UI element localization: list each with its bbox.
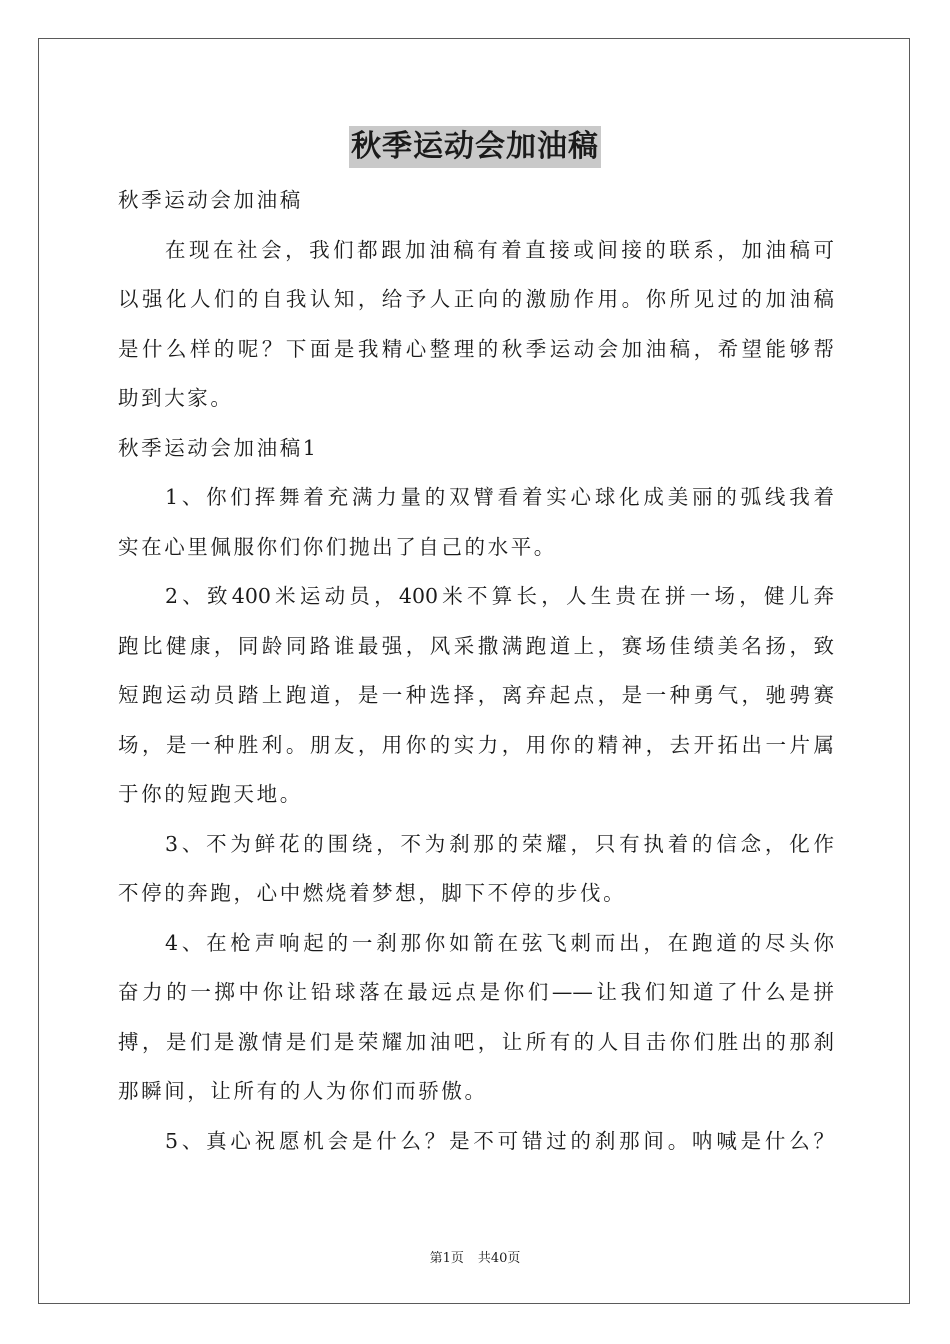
paragraph-line: 5、真心祝愿机会是什么？是不可错过的刹那间。呐喊是什么？: [165, 1128, 834, 1153]
paragraph-line: 3、不为鲜花的围绕，不为刹那的荣耀，只有执着的信念，化作: [165, 831, 834, 856]
paragraph-line: 以强化人们的自我认知，给予人正向的激励作用。你所见过的加油稿: [118, 287, 834, 311]
document-body: [118, 176, 834, 1166]
paragraph-line: 不停的奔跑，心中燃烧着梦想，脚下不停的步伐。: [118, 881, 627, 905]
paragraph-line: 助到大家。: [118, 386, 234, 410]
paragraph-line: 奋力的一掷中你让铅球落在最远点是你们——让我们知道了什么是拼: [118, 980, 834, 1004]
paragraph-line: 2、致400米运动员，400米不算长，人生贵在拼一场，健儿奔: [165, 584, 834, 608]
paragraph-line: 那瞬间，让所有的人为你们而骄傲。: [118, 1079, 488, 1103]
paragraph-line: 于你的短跑天地。: [118, 782, 303, 806]
paragraph-line: 在现在社会，我们都跟加油稿有着直接或间接的联系，加油稿可: [165, 237, 834, 262]
section-heading: 秋季运动会加油稿1: [118, 435, 319, 460]
paragraph-line: 短跑运动员踏上跑道，是一种选择，离弃起点，是一种勇气，驰骋赛: [118, 683, 834, 707]
paragraph-line: 4、在枪声响起的一刹那你如箭在弦飞刺而出，在跑道的尽头你: [165, 930, 834, 955]
paragraph-line: 场，是一种胜利。朋友，用你的实力，用你的精神，去开拓出一片属: [118, 732, 834, 757]
paragraph-line: 实在心里佩服你们你们抛出了自己的水平。: [118, 534, 557, 559]
document-title: 秋季运动会加油稿: [349, 126, 601, 168]
page-footer: [0, 1247, 950, 1266]
paragraph-line: 是什么样的呢？下面是我精心整理的秋季运动会加油稿，希望能够帮: [118, 336, 834, 361]
subtitle-line: 秋季运动会加油稿: [118, 188, 303, 212]
paragraph-line: 跑比健康，同龄同路谁最强，风采撒满跑道上，赛场佳绩美名扬，致: [118, 633, 834, 658]
title-container: [0, 126, 950, 168]
paragraph-line: 1、你们挥舞着充满力量的双臂看着实心球化成美丽的弧线我着: [165, 485, 834, 509]
paragraph-line: 搏，是们是激情是们是荣耀加油吧，让所有的人目击你们胜出的那刹: [118, 1029, 834, 1054]
page-total: 共40页: [477, 1251, 521, 1266]
page-number: 第1页: [429, 1251, 464, 1266]
